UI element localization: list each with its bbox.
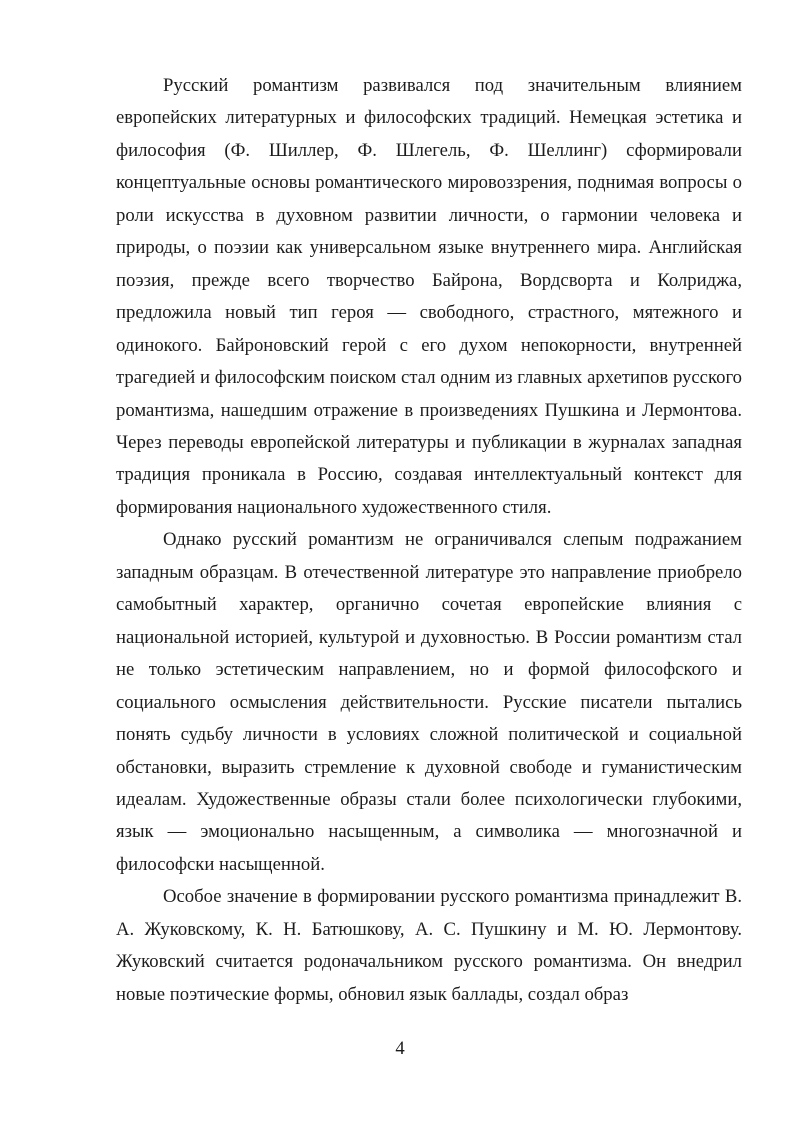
body-text	[116, 70, 742, 1011]
paragraph-russian-originality: Однако русский романтизм не ограничивался слепым подражанием западным образцам. В отечественной литературе это направление приобрело самобытный характер, органично сочетая европейские влияния с национальной историей, культурой и духовностью. В России романтизм стал не только эстетическим направлением, но и формой философского и социального осмысления действительности. Русские писатели пытались понять судьбу личности в условиях сложной политической и социальной обстановки, выразить стремление к духовной свободе и гуманистическим идеалам. Художественные образы стали более психологически глубокими, язык — эмоционально насыщенным, а символика — многозначной и философски насыщенной.	[116, 529, 742, 875]
paragraph-key-authors: Особое значение в формировании русского романтизма принадлежит В. А. Жуковскому, К. Н. Батюшкову, А. С. Пушкину и М. Ю. Лермонтову. Жуковский считается родоначальником русского романтизма. Он внедрил новые поэтические формы, обновил язык баллады, создал образ	[116, 886, 742, 1005]
paragraph-european-influence: Русский романтизм развивался под значительным влиянием европейских литературных и философских традиций. Немецкая эстетика и философия (Ф. Шиллер, Ф. Шлегель, Ф. Шеллинг) сформировали концептуальные основы романтического мировоззрения, поднимая вопросы о роли искусства в духовном развитии личности, о гармонии человека и природы, о поэзии как универсальном языке внутреннего мира. Английская поэзия, прежде всего творчество Байрона, Вордсворта и Колриджа, предложила новый тип героя — свободного, страстного, мятежного и одинокого. Байроновский герой с его духом непокорности, внутренней трагедией и философским поиском стал одним из главных архетипов русского романтизма, нашедшим отражение в произведениях Пушкина и Лермонтова. Через переводы европейской литературы и публикации в журналах западная традиция проникала в Россию, создавая интеллектуальный контекст для формирования национального художественного стиля.	[116, 75, 742, 518]
page-number: 4	[395, 1038, 405, 1059]
